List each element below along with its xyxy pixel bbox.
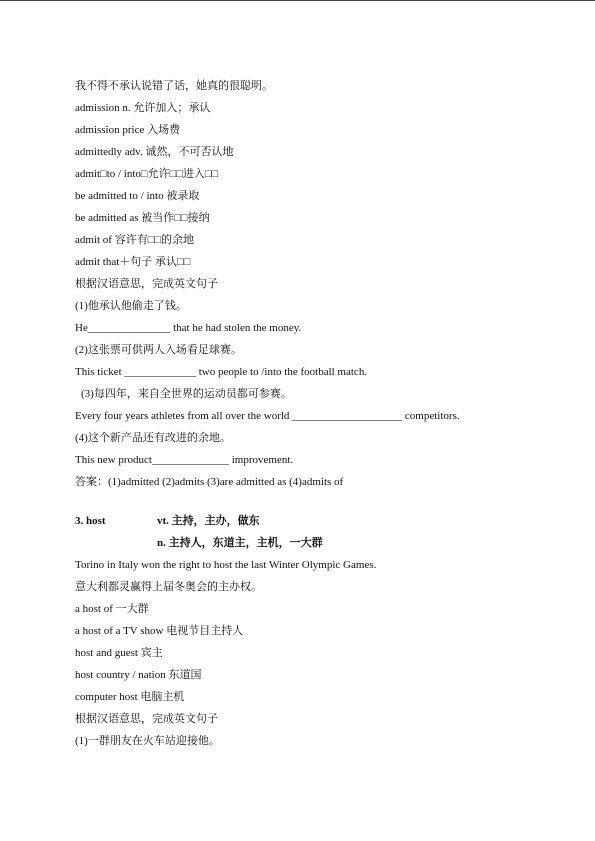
vocab-admittedly: admittedly adv. 诚然，不可否认地 <box>75 146 234 158</box>
exercise-3-chinese: (3)每四年，来自全世界的运动员都可参赛。 <box>81 388 292 400</box>
exercise-3-english: Every four years athletes from all over the world ____________________ competitors. <box>75 410 460 422</box>
vocab-computer-host: computer host 电脑主机 <box>75 691 185 703</box>
exercise-2-chinese: (2)这张票可供两人入场看足球赛。 <box>75 344 242 356</box>
vocab-host-country: host country / nation 东道国 <box>75 669 202 681</box>
exercise-1-chinese: (1)他承认他偷走了钱。 <box>75 300 187 312</box>
vocab-a-host-of: a host of 一大群 <box>75 603 149 615</box>
exercise-instruction-2: 根据汉语意思，完成英文句子 <box>75 713 218 725</box>
section-gap <box>75 495 575 512</box>
answer-key: 答案：(1)admitted (2)admits (3)are admitted as (4)admits of <box>75 476 344 488</box>
section-3-header <box>75 512 575 534</box>
vocab-admission: admission n. 允许加入；承认 <box>75 102 211 114</box>
example-translation: 意大利都灵赢得上届冬奥会的主办权。 <box>75 581 262 593</box>
vocab-admit-that: admit that＋句子 承认□□ <box>75 256 191 268</box>
document-page <box>75 77 575 754</box>
vocab-be-admitted-as: be admitted as 被当作□□接纳 <box>75 212 210 224</box>
exercise-instruction: 根据汉语意思，完成英文句子 <box>75 278 218 290</box>
vocab-host-and-guest: host and guest 宾主 <box>75 647 163 659</box>
section-3-def-verb: vt. 主持，主办，做东 <box>157 515 260 527</box>
exercise-4-chinese: (4)这个新产品还有改进的余地。 <box>75 432 231 444</box>
section-3-number: 3. host <box>75 515 106 527</box>
vocab-tv-host: a host of a TV show 电视节目主持人 <box>75 625 244 637</box>
exercise-1-english: He_______________ that he had stolen the money. <box>75 322 302 334</box>
section-3-def-noun: n. 主持人，东道主，主机，一大群 <box>157 537 323 549</box>
vocab-admission-price: admission price 入场费 <box>75 124 181 136</box>
example-sentence: Torino in Italy won the right to host the last Winter Olympic Games. <box>75 559 377 571</box>
vocab-admit-to-into: admit□to / into□允许□□进入□□ <box>75 168 219 180</box>
exercise-4-english: This new product______________ improvement. <box>75 454 294 466</box>
exercise-host-1-chinese: (1)一群朋友在火车站迎接他。 <box>75 735 220 747</box>
exercise-2-english: This ticket _____________ two people to /into the football match. <box>75 366 368 378</box>
sentence-translation: 我不得不承认说错了话，她真的很聪明。 <box>75 80 273 92</box>
top-rule <box>0 0 595 1</box>
vocab-be-admitted-to: be admitted to / into 被录取 <box>75 190 200 202</box>
vocab-admit-of: admit of 容许有□□的余地 <box>75 234 195 246</box>
